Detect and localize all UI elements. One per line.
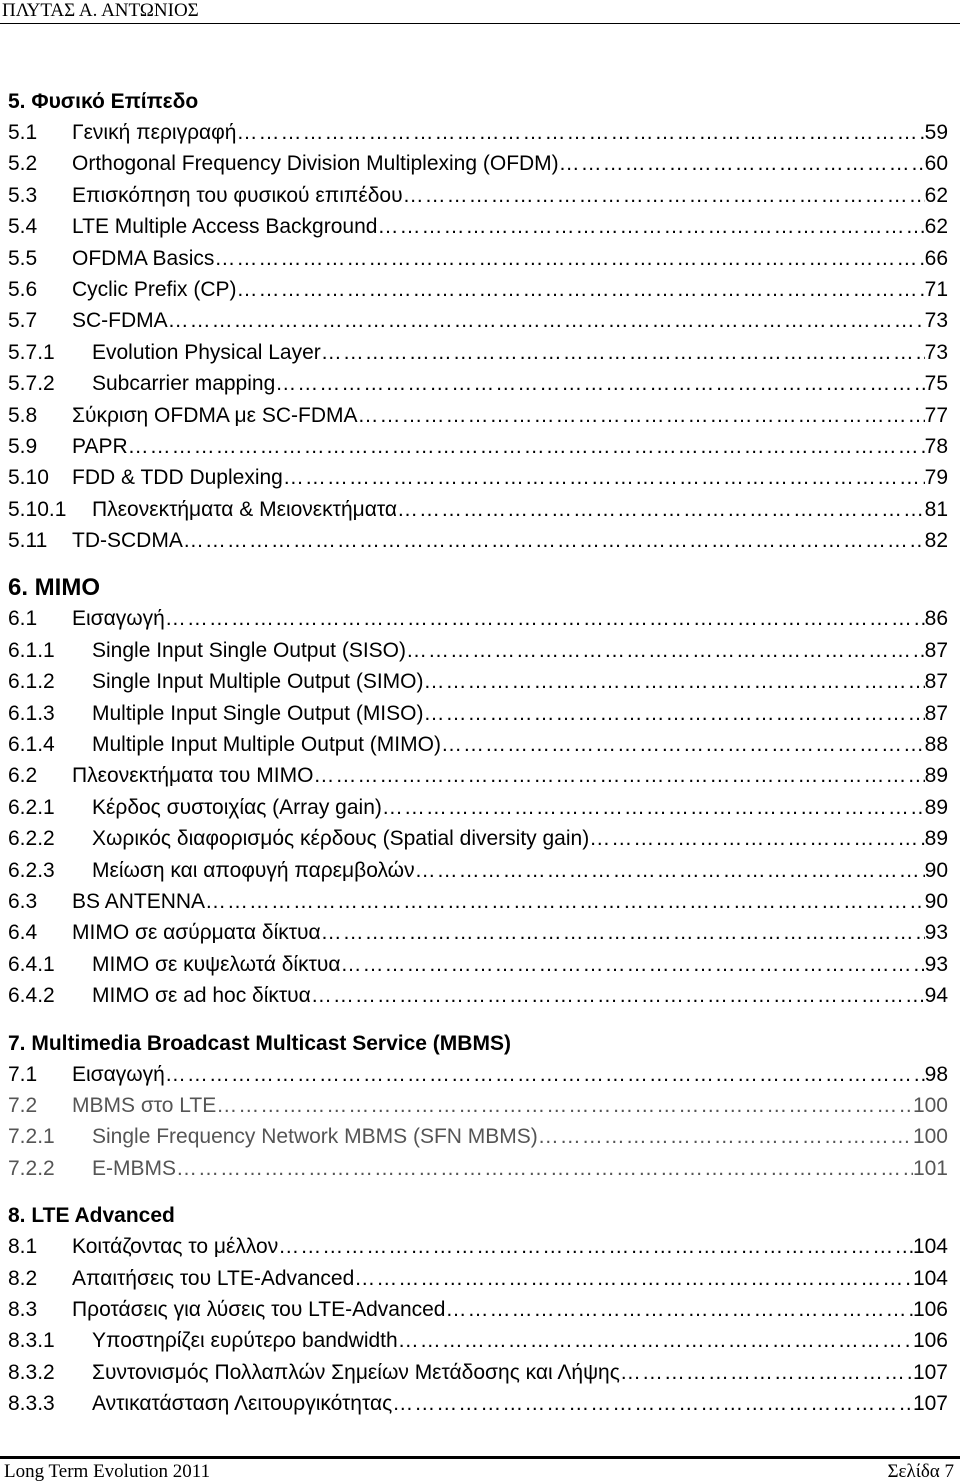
toc-entry[interactable] [8, 855, 948, 886]
toc-leader-dots [237, 274, 925, 305]
toc-entry-title: Σύκριση OFDMA με SC-FDMA [72, 403, 358, 427]
toc-entry-title: Πλεονεκτήματα του ΜΙΜΟ [72, 764, 314, 788]
toc-entry-title: SC-FDMA [72, 309, 168, 333]
toc-entry-page: 79 [924, 466, 948, 490]
toc-entry-title: Πλεονεκτήματα & Μειονεκτήματα [92, 497, 398, 521]
toc-entry-title: Υποστηρίζει ευρύτερο bandwidth [92, 1329, 398, 1353]
toc-leader-dots [354, 1263, 913, 1294]
toc-entry[interactable] [8, 368, 948, 399]
toc-entry-page: 59 [924, 121, 948, 144]
toc-entry-title: Επισκόπηση του φυσικού επιπέδου [72, 183, 403, 207]
toc-entry-number: 5.7.2 [8, 372, 55, 396]
toc-entry-number: 5.10.1 [8, 497, 67, 521]
toc-leader-dots [165, 1059, 925, 1090]
toc-entry-title: Εισαγωγή [72, 607, 165, 631]
toc-entry-page: 81 [924, 497, 948, 521]
toc-entry[interactable] [8, 635, 948, 666]
toc-entry-page: 93 [924, 921, 948, 945]
toc-entry-title: Multiple Input Multiple Output (MIMO) [92, 733, 441, 757]
toc-entry-title: Orthogonal Frequency Division Multiplexing (OFDM) [72, 152, 559, 176]
toc-entry[interactable] [8, 180, 948, 211]
toc-entry-number: 5.7.1 [8, 340, 55, 364]
toc-entry-title: Single Input Single Output (SISO) [92, 638, 407, 662]
toc-entry-title: TD-SCDMA [72, 529, 183, 553]
toc-entry-title: FDD & TDD Duplexing [72, 466, 283, 490]
toc-entry-title: Συντονισμός Πολλαπλών Σημείων Μετάδοσης και Λήψης [92, 1360, 620, 1384]
toc-entry-page: 78 [924, 434, 948, 458]
toc-entry-page: 73 [924, 309, 948, 333]
toc-leader-dots [205, 886, 925, 917]
toc-entry-page: 73 [924, 340, 948, 364]
toc-entry-number: 8.1 [8, 1235, 38, 1259]
toc-entry-title: OFDMA Basics [72, 246, 215, 270]
toc-entry-page: 104 [912, 1266, 948, 1290]
toc-leader-dots [441, 729, 925, 760]
toc-entry[interactable] [8, 1325, 948, 1356]
toc-entry-title: ΜΙΜΟ σε ασύρματα δίκτυα [72, 921, 321, 945]
toc-entry[interactable] [8, 494, 948, 525]
toc-entry-title: Subcarrier mapping [92, 372, 276, 396]
toc-entry-page: 87 [924, 670, 948, 694]
toc-entry[interactable] [8, 1153, 948, 1184]
toc-entry-title: Evolution Physical Layer [92, 340, 321, 364]
toc-entry[interactable] [8, 337, 948, 368]
toc-entry[interactable] [8, 1263, 948, 1294]
toc-entry-number: 6.1.3 [8, 701, 55, 725]
toc-entry-page: 86 [924, 607, 948, 631]
chapter-spacer [8, 1012, 948, 1028]
toc-entry-page: 106 [912, 1297, 948, 1321]
toc-entry-number: 6.2.1 [8, 795, 55, 819]
toc-entry-title: ΜΙΜΟ σε ad hoc δίκτυα [92, 984, 311, 1008]
toc-leader-dots [236, 117, 924, 148]
toc-leader-dots [216, 1090, 913, 1121]
toc-entry[interactable] [8, 1059, 948, 1090]
toc-leader-dots [415, 855, 925, 886]
toc-entry-number: 6.4 [8, 921, 38, 945]
toc-entry[interactable] [8, 792, 948, 823]
toc-entry-title: Εισαγωγή [72, 1062, 165, 1086]
toc-entry-number: 5.2 [8, 152, 38, 176]
toc-entry-title: Single Frequency Network MBMS (SFN MBMS) [92, 1125, 538, 1149]
toc-entry[interactable] [8, 980, 948, 1011]
toc-entry-number: 8.2 [8, 1266, 38, 1290]
toc-entry-number: 5.4 [8, 215, 38, 239]
toc-entry-page: 89 [924, 827, 948, 851]
toc-entry[interactable] [8, 949, 948, 980]
toc-leader-dots [620, 1357, 913, 1388]
toc-entry[interactable] [8, 400, 948, 431]
toc-leader-dots [311, 980, 925, 1011]
toc-entry-number: 5.3 [8, 183, 38, 207]
toc-entry-title: E-MBMS [92, 1156, 176, 1180]
toc-entry-number: 8.3.1 [8, 1329, 55, 1353]
toc-entry-number: 6.1.2 [8, 670, 55, 694]
toc-entry-number: 6.2.3 [8, 858, 55, 882]
toc-entry-page: 87 [924, 638, 948, 662]
toc-entry-number: 6.1.1 [8, 638, 55, 662]
toc-leader-dots [183, 525, 925, 556]
toc-entry-page: 100 [912, 1093, 948, 1117]
toc-entry-title: Μείωση και αποφυγή παρεμβολών [92, 858, 415, 882]
toc-entry[interactable] [8, 462, 948, 493]
toc-leader-dots [321, 917, 925, 948]
toc-leader-dots [589, 823, 924, 854]
toc-leader-dots [165, 603, 925, 634]
toc-entry-title: Single Input Multiple Output (SIMO) [92, 670, 424, 694]
toc-leader-dots [377, 211, 924, 242]
toc-entry-number: 8.3 [8, 1297, 38, 1321]
toc-entry[interactable] [8, 666, 948, 697]
toc-entry-page: 89 [924, 795, 948, 819]
toc-entry[interactable] [8, 886, 948, 917]
toc-entry-page: 87 [924, 701, 948, 725]
toc-leader-dots [559, 148, 925, 179]
toc-leader-dots [446, 1294, 913, 1325]
toc-entry-page: 62 [924, 215, 948, 239]
chapter-heading: 8. LTE Advanced [8, 1204, 175, 1228]
toc-entry[interactable] [8, 148, 948, 179]
toc-entry-number: 7.2.1 [8, 1125, 55, 1149]
toc-entry[interactable] [8, 1357, 948, 1388]
header-author: ΠΛΥΤΑΣ Α. ΑΝΤΩΝΙΟΣ [2, 0, 199, 21]
toc-entry-number: 6.3 [8, 889, 38, 913]
toc-entry-page: 90 [924, 858, 948, 882]
chapter-spacer [8, 556, 948, 572]
toc-entry-title: Χωρικός διαφορισμός κέρδους (Spatial diversity gain) [92, 827, 590, 851]
page-footer [0, 1456, 960, 1484]
toc-entry-number: 8.3.2 [8, 1360, 55, 1384]
toc-entry-number: 5.10 [8, 466, 49, 490]
toc-entry-title: Multiple Input Single Output (MISO) [92, 701, 424, 725]
toc-leader-dots [382, 792, 925, 823]
toc-entry-number: 6.2 [8, 764, 38, 788]
toc-entry[interactable] [8, 698, 948, 729]
toc-entry-number: 5.1 [8, 121, 38, 144]
toc-entry[interactable] [8, 917, 948, 948]
toc-entry-title: LTE Multiple Access Background [72, 215, 378, 239]
toc-entry-title: Κοιτάζοντας το μέλλον [72, 1235, 279, 1259]
toc-entry-page: 66 [924, 246, 948, 270]
toc-leader-dots [278, 1231, 913, 1262]
toc-entry[interactable] [8, 729, 948, 760]
toc-entry-title: Γενική περιγραφή [72, 121, 237, 144]
toc-leader-dots [168, 305, 925, 336]
toc-leader-dots [321, 337, 925, 368]
toc-entry-page: 75 [924, 372, 948, 396]
toc-entry-page: 104 [912, 1235, 948, 1259]
toc-leader-dots [341, 949, 925, 980]
toc-leader-dots [214, 243, 924, 274]
toc-entry-number: 5.11 [8, 529, 48, 553]
page-header [0, 0, 960, 24]
toc-entry-page: 82 [924, 529, 948, 553]
toc-entry-number: 7.2.2 [8, 1156, 55, 1180]
toc-entry-number: 5.9 [8, 434, 38, 458]
toc-leader-dots [538, 1121, 913, 1152]
toc-entry-page: 106 [912, 1329, 948, 1353]
chapter-heading: 5. Φυσικό Επίπεδο [8, 90, 199, 113]
chapter-spacer [8, 1184, 948, 1200]
toc-entry[interactable] [8, 305, 948, 336]
toc-entry-title: MBMS στο LTE [72, 1093, 217, 1117]
toc-entry-page: 94 [924, 984, 948, 1008]
toc-leader-dots [313, 760, 924, 791]
toc-leader-dots [128, 431, 925, 462]
toc-entry-title: Κέρδος συστοιχίας (Array gain) [92, 795, 382, 819]
toc-entry[interactable] [8, 211, 948, 242]
toc-entry-page: 89 [924, 764, 948, 788]
toc-entry-page: 107 [912, 1360, 948, 1384]
toc-leader-dots [406, 635, 925, 666]
toc-entry-page: 60 [924, 152, 948, 176]
toc-entry-title: Προτάσεις για λύσεις του LTE-Advanced [72, 1297, 446, 1321]
toc-entry-number: 8.3.3 [8, 1392, 55, 1416]
toc-leader-dots [275, 368, 924, 399]
toc-entry-number: 6.4.2 [8, 984, 55, 1008]
toc-entry-number: 6.4.1 [8, 952, 55, 976]
toc-leader-dots [398, 1325, 913, 1356]
toc-entry[interactable] [8, 431, 948, 462]
toc-entry-page: 90 [924, 889, 948, 913]
toc-entry-page: 107 [912, 1392, 948, 1416]
toc-entry-page: 71 [924, 277, 948, 301]
toc-leader-dots [283, 462, 925, 493]
toc-entry-number: 6.1 [8, 607, 38, 631]
chapter-heading: 6. MIMO [8, 574, 101, 602]
toc-leader-dots [358, 400, 925, 431]
toc-entry-title: Cyclic Prefix (CP) [72, 277, 237, 301]
toc-entry-number: 5.6 [8, 277, 38, 301]
toc-entry-number: 5.5 [8, 246, 38, 270]
toc-entry-number: 5.8 [8, 403, 38, 427]
chapter-heading: 7. Multimedia Broadcast Multicast Service (MBMS) [8, 1031, 511, 1055]
toc-leader-dots [423, 666, 924, 697]
toc-entry[interactable] [8, 823, 948, 854]
toc-leader-dots [423, 698, 924, 729]
toc-entry[interactable] [8, 525, 948, 556]
toc-entry[interactable] [8, 117, 948, 148]
toc-entry[interactable] [8, 1294, 948, 1325]
toc-entry-page: 101 [912, 1156, 948, 1180]
toc-entry[interactable] [8, 274, 948, 305]
toc-entry-number: 6.1.4 [8, 733, 55, 757]
toc-entry-title: Απαιτήσεις του LTE-Advanced [72, 1266, 355, 1290]
toc-entry[interactable] [8, 1388, 948, 1419]
toc-entry[interactable] [8, 603, 948, 634]
toc-entry-number: 7.1 [8, 1062, 38, 1086]
table-of-contents [8, 86, 948, 1419]
toc-entry-title: PAPR [72, 434, 128, 458]
toc-leader-dots [176, 1153, 913, 1184]
toc-entry[interactable] [8, 1090, 948, 1121]
toc-entry[interactable] [8, 760, 948, 791]
toc-entry-title: Αντικατάσταση Λειτουργικότητας [92, 1392, 393, 1416]
toc-leader-dots [397, 494, 925, 525]
toc-entry-page: 98 [924, 1062, 948, 1086]
toc-entry-number: 5.7 [8, 309, 38, 333]
toc-entry-page: 77 [924, 403, 948, 427]
toc-entry[interactable] [8, 243, 948, 274]
toc-entry[interactable] [8, 1121, 948, 1152]
toc-entry-number: 7.2 [8, 1093, 38, 1117]
toc-entry-page: 88 [924, 733, 948, 757]
toc-entry[interactable] [8, 1231, 948, 1262]
toc-leader-dots [403, 180, 925, 211]
toc-leader-dots [392, 1388, 913, 1419]
toc-entry-page: 62 [924, 183, 948, 207]
toc-entry-title: BS ANTENNA [72, 889, 206, 913]
footer-page-number: Σελίδα 7 [887, 1461, 954, 1482]
toc-entry-number: 6.2.2 [8, 827, 55, 851]
footer-title: Long Term Evolution 2011 [4, 1461, 211, 1482]
toc-entry-page: 93 [924, 952, 948, 976]
toc-entry-title: ΜΙΜΟ σε κυψελωτά δίκτυα [92, 952, 341, 976]
toc-entry-page: 100 [912, 1125, 948, 1149]
